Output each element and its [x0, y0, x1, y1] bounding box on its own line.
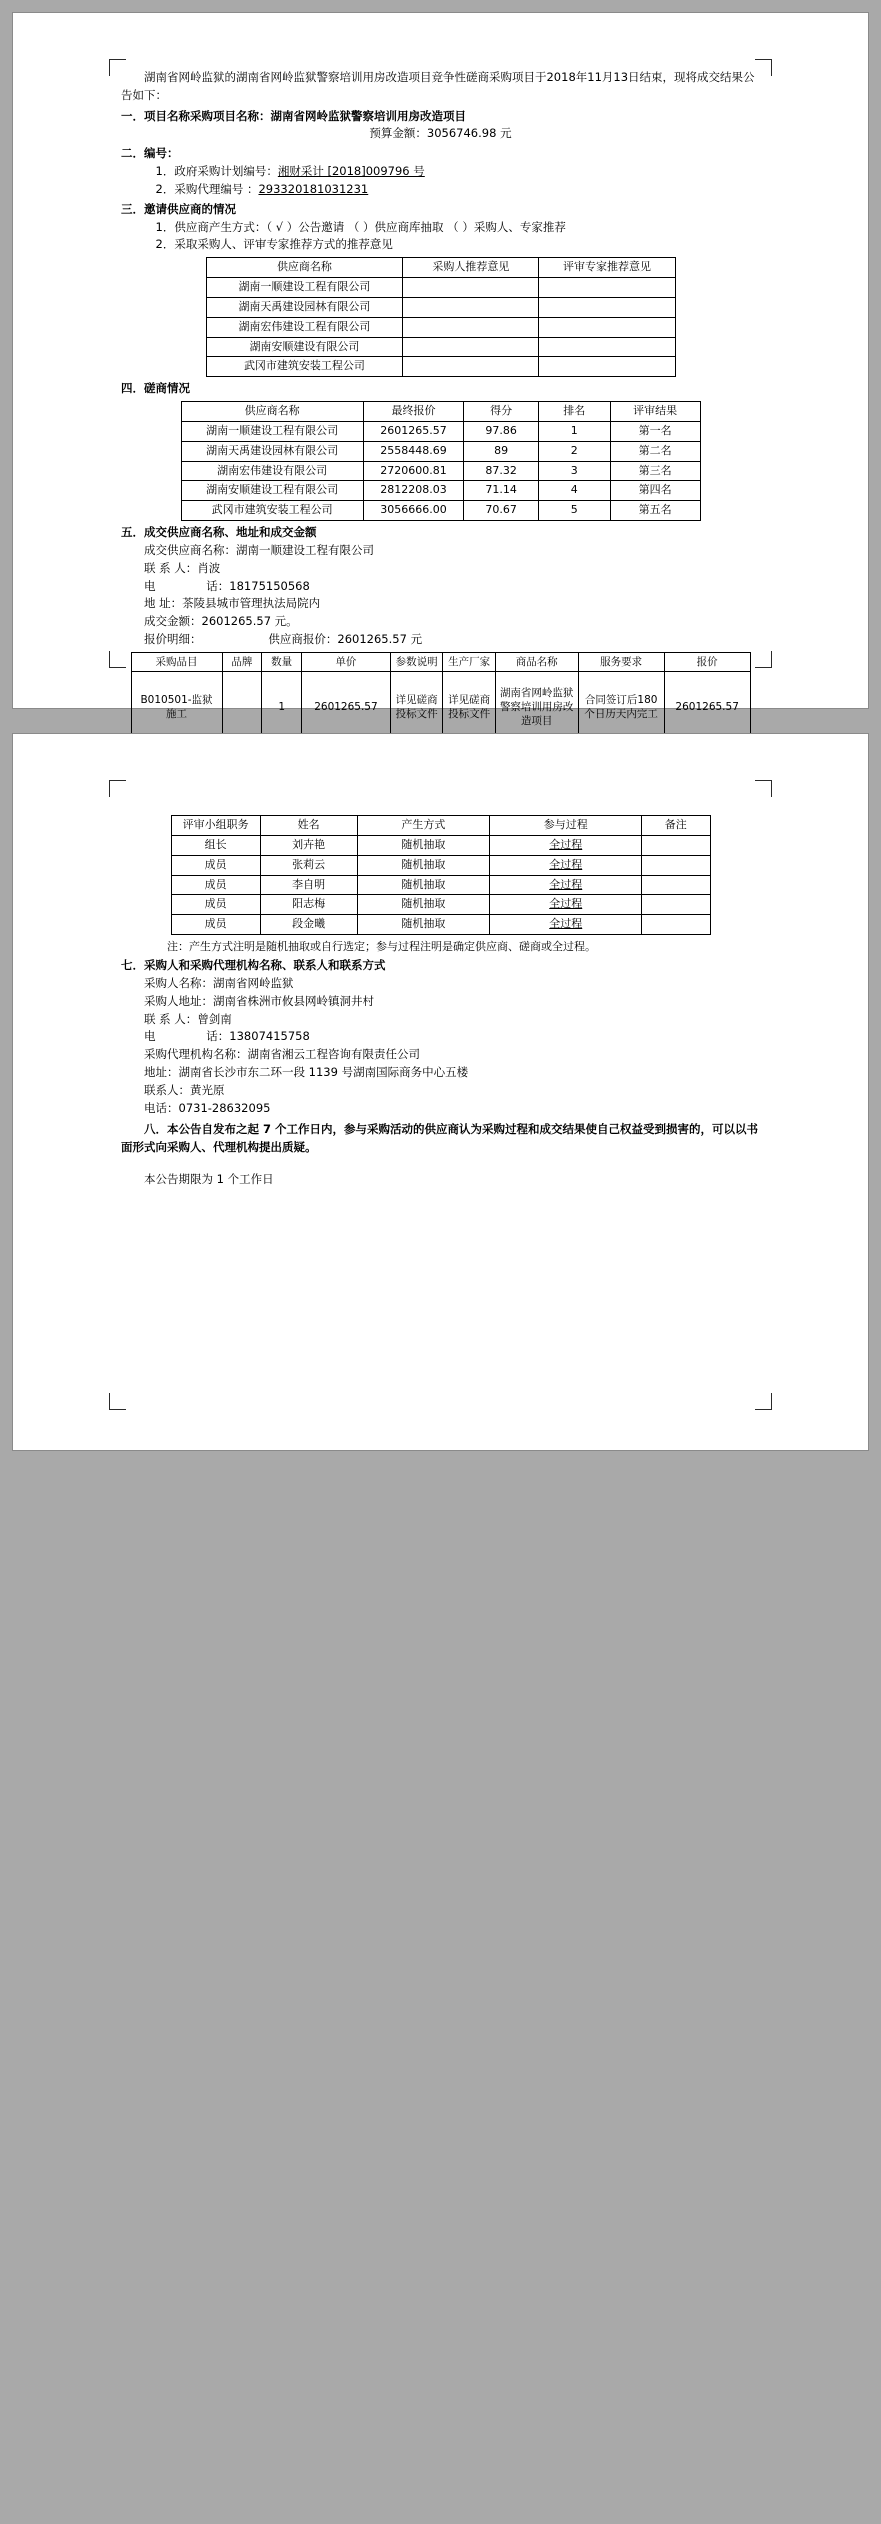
table-row	[171, 915, 710, 935]
agency-name-label: 采购代理机构名称：	[144, 1047, 248, 1062]
section-4-heading: 四．磋商情况	[121, 381, 190, 396]
table-row	[181, 441, 700, 461]
buyer-phone-line	[144, 1028, 760, 1046]
table-row	[181, 461, 700, 481]
cell-final-price: 2558448.69	[363, 441, 464, 461]
cell-expert-opinion	[539, 317, 675, 337]
col-rank: 排名	[538, 402, 610, 422]
table-row	[181, 501, 700, 521]
cell-supplier-name: 湖南宏伟建设有限公司	[181, 461, 363, 481]
cell-final-price: 2720600.81	[363, 461, 464, 481]
table-header-row	[206, 258, 675, 278]
cell-remark	[642, 855, 710, 875]
cell-score: 89	[464, 441, 538, 461]
cell-buyer-opinion	[403, 277, 539, 297]
col-quantity: 数量	[262, 652, 302, 671]
cell-service-requirement: 合同签订后180 个日历天内完工	[578, 671, 664, 742]
cell-quantity: 1	[262, 671, 302, 742]
intro-paragraph: 湖南省网岭监狱的湖南省网岭监狱警察培训用房改造项目竞争性磋商采购项目于2018年11月13日结束，现将成交结果公告如下：	[121, 70, 755, 102]
section-1-heading	[121, 108, 760, 126]
col-purchase-item: 采购品目	[131, 652, 222, 671]
cell-panel-name: 阳志梅	[260, 895, 357, 915]
crop-mark-top-left	[109, 780, 126, 797]
negotiation-result-table	[181, 401, 701, 521]
section-8-paragraph: 八．本公告自发布之起 7 个工作日内，参与采购活动的供应商认为采购过程和成交结果使自己权益受到损害的，可以以书面形式向采购人、代理机构提出质疑。	[121, 1122, 759, 1155]
table-row	[131, 671, 750, 742]
col-remark: 备注	[642, 816, 710, 836]
cell-expert-opinion	[539, 277, 675, 297]
col-brand: 品牌	[222, 652, 262, 671]
col-panel-name: 姓名	[260, 816, 357, 836]
cell-remark	[642, 895, 710, 915]
cell-supplier-name: 湖南天禹建设园林有限公司	[206, 297, 403, 317]
cell-review-result: 第四名	[610, 481, 700, 501]
col-unit-price: 单价	[302, 652, 391, 671]
crop-mark-bottom-right	[755, 1393, 772, 1410]
cell-score: 97.86	[464, 421, 538, 441]
cell-panel-name: 段金曦	[260, 915, 357, 935]
cell-supplier-name: 湖南天禹建设园林有限公司	[181, 441, 363, 461]
address-value: 茶陵县城市管理执法局院内	[182, 596, 321, 611]
section-2-heading: 二．编号：	[121, 146, 179, 161]
col-manufacturer: 生产厂家	[443, 652, 496, 671]
col-buyer-opinion: 采购人推荐意见	[403, 258, 539, 278]
cell-rank: 3	[538, 461, 610, 481]
cell-selection-method: 随机抽取	[357, 855, 490, 875]
winning-supplier-value: 湖南一顺建设工程有限公司	[236, 542, 374, 557]
cell-remark	[642, 835, 710, 855]
cell-supplier-name: 湖南一顺建设工程有限公司	[181, 421, 363, 441]
address-line	[144, 595, 760, 613]
agency-address-value: 湖南省长沙市东二环一段 1139 号湖南国际商务中心五楼	[178, 1064, 469, 1079]
crop-mark-top-right	[755, 780, 772, 797]
contact-label: 联 系 人：	[144, 560, 198, 575]
cell-supplier-name: 湖南安顺建设有限公司	[206, 337, 403, 357]
plan-number-label: 1．政府采购计划编号：	[155, 164, 278, 179]
cell-supplier-name: 湖南宏伟建设工程有限公司	[206, 317, 403, 337]
cell-review-result: 第五名	[610, 501, 700, 521]
budget-line: 预算金额：3056746.98 元	[369, 126, 512, 141]
page-1-content	[121, 69, 760, 819]
table-header-row	[181, 402, 700, 422]
buyer-contact-value: 曾剑南	[197, 1011, 232, 1026]
cell-buyer-opinion	[403, 357, 539, 377]
cell-parameter: 详见磋商投标文件	[390, 671, 443, 742]
agency-contact-value: 黄光原	[190, 1082, 225, 1097]
cell-supplier-name: 湖南一顺建设工程有限公司	[206, 277, 403, 297]
phone-line	[144, 578, 760, 596]
amount-label: 成交金额：	[144, 614, 202, 629]
cell-review-result: 第三名	[610, 461, 700, 481]
cell-manufacturer: 详见磋商投标文件	[443, 671, 496, 742]
cell-final-price: 2601265.57	[363, 421, 464, 441]
phone-label-1: 电	[144, 578, 156, 593]
cell-supplier-name: 湖南安顺建设工程有限公司	[181, 481, 363, 501]
cell-expert-opinion	[539, 337, 675, 357]
cell-selection-method: 随机抽取	[357, 895, 490, 915]
col-goods-name: 商品名称	[495, 652, 578, 671]
amount-value: 2601265.57 元。	[201, 614, 298, 629]
cell-selection-method: 随机抽取	[357, 875, 490, 895]
cell-panel-name: 张莉云	[260, 855, 357, 875]
cell-panel-name: 刘卉艳	[260, 835, 357, 855]
cell-expert-opinion	[539, 357, 675, 377]
cell-brand	[222, 671, 262, 742]
buyer-contact-line	[144, 1011, 760, 1029]
cell-participation: 全过程	[490, 855, 642, 875]
cell-panel-role: 组长	[171, 835, 260, 855]
cell-participation: 全过程	[490, 895, 642, 915]
table-row	[206, 317, 675, 337]
supplier-recommendation-table	[206, 257, 676, 377]
col-supplier-name: 供应商名称	[181, 402, 363, 422]
col-offer-price: 报价	[664, 652, 750, 671]
agency-name-value: 湖南省湘云工程咨询有限责任公司	[247, 1047, 420, 1062]
table-row	[171, 895, 710, 915]
cell-score: 71.14	[464, 481, 538, 501]
supplier-origin-line: 1．供应商产生方式：（ √ ）公告邀请 （ ）供应商库抽取 （ ）采购人、专家推荐	[155, 219, 566, 234]
cell-remark	[642, 915, 710, 935]
table-row	[206, 357, 675, 377]
section-3-heading: 三．邀请供应商的情况	[121, 201, 236, 216]
section-7-heading: 七．采购人和采购代理机构名称、联系人和联系方式	[121, 958, 386, 973]
winning-supplier-line	[144, 542, 760, 560]
document-page-1	[12, 12, 869, 727]
buyer-name-value: 湖南省网岭监狱	[213, 975, 294, 990]
col-final-price: 最终报价	[363, 402, 464, 422]
agency-number-value: 293320181031231	[258, 181, 369, 196]
page-2-content	[121, 812, 760, 1189]
cell-review-result: 第二名	[610, 441, 700, 461]
cell-unit-price: 2601265.57	[302, 671, 391, 742]
col-score: 得分	[464, 402, 538, 422]
cell-score: 70.67	[464, 501, 538, 521]
table-header-row	[131, 652, 750, 671]
buyer-contact-label: 联 系 人：	[144, 1011, 198, 1026]
cell-participation: 全过程	[490, 915, 642, 935]
col-panel-role: 评审小组职务	[171, 816, 260, 836]
cell-panel-role: 成员	[171, 875, 260, 895]
agency-phone-value: 0731-28632095	[178, 1100, 271, 1115]
quote-detail-label: 报价明细：	[144, 631, 202, 646]
cell-panel-role: 成员	[171, 915, 260, 935]
quote-detail-line	[144, 631, 760, 649]
contact-value: 肖波	[197, 560, 221, 575]
agency-address-line	[144, 1064, 760, 1082]
table-row	[171, 855, 710, 875]
col-supplier-name: 供应商名称	[206, 258, 403, 278]
cell-selection-method: 随机抽取	[357, 915, 490, 935]
contact-line	[144, 560, 760, 578]
agency-number-label: 2．采购代理编号 ：	[155, 181, 259, 196]
publication-period-line: 本公告期限为 1 个工作日	[144, 1172, 274, 1187]
cell-buyer-opinion	[403, 337, 539, 357]
cell-offer-price: 2601265.57	[664, 671, 750, 742]
table-row	[181, 421, 700, 441]
table-row	[206, 337, 675, 357]
agency-phone-line	[144, 1100, 760, 1118]
agency-phone-label: 电话：	[144, 1100, 179, 1115]
buyer-phone-label-2: 话：	[206, 1029, 230, 1044]
table-row	[171, 875, 710, 895]
cell-goods-name: 湖南省网岭监狱警察培训用房改造项目	[495, 671, 578, 742]
buyer-address-line	[144, 993, 760, 1011]
cell-panel-name: 李自明	[260, 875, 357, 895]
cell-selection-method: 随机抽取	[357, 835, 490, 855]
col-review-result: 评审结果	[610, 402, 700, 422]
section-1-title: 一．项目名称采购项目名称：	[121, 108, 271, 123]
buyer-address-label: 采购人地址：	[144, 993, 213, 1008]
phone-value: 18175150568	[229, 578, 310, 593]
cell-review-result: 第一名	[610, 421, 700, 441]
recommendation-line: 2．采取采购人、评审专家推荐方式的推荐意见	[155, 237, 393, 252]
buyer-address-value: 湖南省株洲市攸县网岭镇洞井村	[213, 993, 374, 1008]
cell-participation: 全过程	[490, 835, 642, 855]
cell-expert-opinion	[539, 297, 675, 317]
table-row	[181, 481, 700, 501]
panel-note: 注：产生方式注明是随机抽取或自行选定；参与过程注明是确定供应商、磋商或全过程。	[167, 940, 596, 954]
cell-rank: 2	[538, 441, 610, 461]
document-page-2	[12, 733, 869, 1451]
plan-number-value: 湘财采计 [2018]009796 号	[277, 164, 425, 179]
buyer-name-label: 采购人名称：	[144, 975, 213, 990]
agency-contact-line	[144, 1082, 760, 1100]
table-row	[206, 277, 675, 297]
cell-remark	[642, 875, 710, 895]
cell-supplier-name: 武冈市建筑安装工程公司	[206, 357, 403, 377]
cell-final-price: 2812208.03	[363, 481, 464, 501]
col-selection-method: 产生方式	[357, 816, 490, 836]
quote-detail-value: 供应商报价：2601265.57 元	[268, 631, 423, 646]
phone-label-2: 话：	[206, 578, 230, 593]
agency-address-label: 地址：	[144, 1064, 179, 1079]
cell-buyer-opinion	[403, 317, 539, 337]
cell-participation: 全过程	[490, 875, 642, 895]
agency-name-line	[144, 1046, 760, 1064]
cell-score: 87.32	[464, 461, 538, 481]
col-expert-opinion: 评审专家推荐意见	[539, 258, 675, 278]
crop-mark-bottom-left	[109, 1393, 126, 1410]
amount-line	[144, 613, 760, 631]
cell-purchase-item: B010501-监狱施工	[131, 671, 222, 742]
buyer-phone-value: 13807415758	[229, 1029, 310, 1044]
cell-buyer-opinion	[403, 297, 539, 317]
winning-supplier-label: 成交供应商名称：	[144, 542, 236, 557]
table-row	[206, 297, 675, 317]
table-row	[171, 835, 710, 855]
agency-number-line	[156, 181, 761, 199]
agency-contact-label: 联系人：	[144, 1082, 190, 1097]
col-parameter: 参数说明	[390, 652, 443, 671]
section-1-value: 湖南省网岭监狱警察培训用房改造项目	[270, 108, 466, 123]
buyer-phone-label-1: 电	[144, 1029, 156, 1044]
review-panel-table	[171, 815, 711, 935]
section-5-heading: 五．成交供应商名称、地址和成交金额	[121, 525, 317, 540]
col-participation: 参与过程	[490, 816, 642, 836]
cell-supplier-name: 武冈市建筑安装工程公司	[181, 501, 363, 521]
quote-detail-table	[131, 652, 751, 743]
cell-rank: 4	[538, 481, 610, 501]
col-service-requirement: 服务要求	[578, 652, 664, 671]
cell-final-price: 3056666.00	[363, 501, 464, 521]
address-label: 地 址：	[144, 596, 183, 611]
table-header-row	[171, 816, 710, 836]
cell-panel-role: 成员	[171, 855, 260, 875]
buyer-name-line	[144, 975, 760, 993]
cell-rank: 5	[538, 501, 610, 521]
cell-rank: 1	[538, 421, 610, 441]
cell-panel-role: 成员	[171, 895, 260, 915]
plan-number-line	[156, 163, 761, 181]
